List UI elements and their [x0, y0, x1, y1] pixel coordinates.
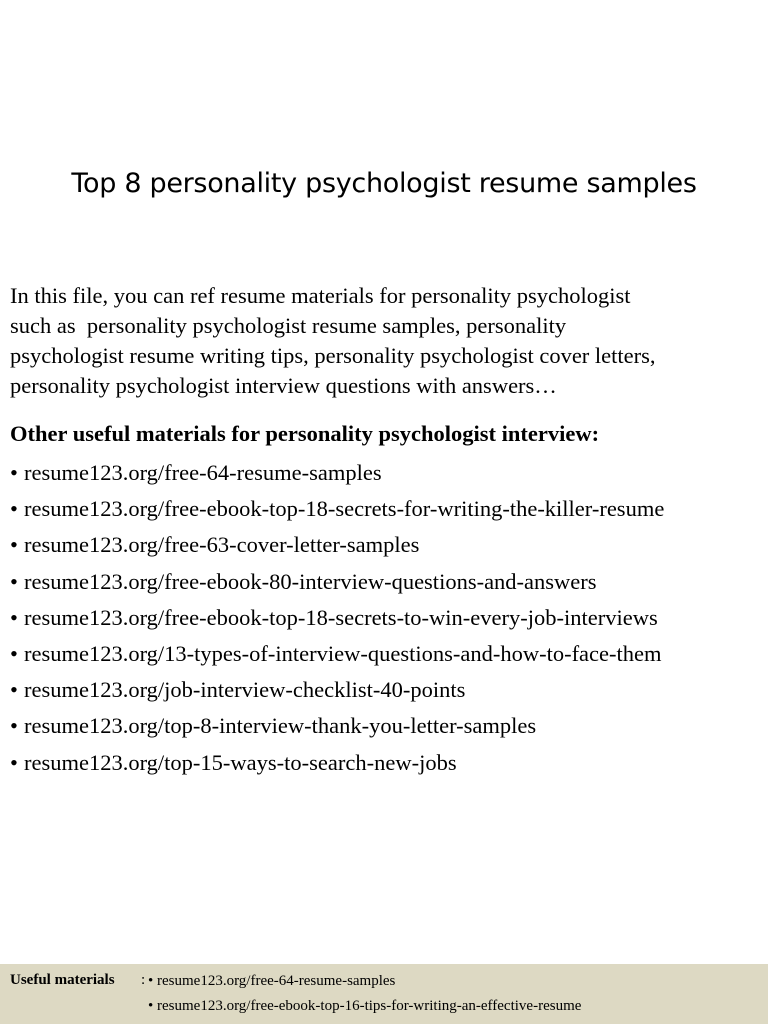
bullet-icon: •: [10, 460, 18, 485]
footer-separator: :: [141, 972, 146, 988]
list-item[interactable]: [10, 639, 664, 675]
list-item[interactable]: [10, 494, 664, 530]
footer-bar: [0, 964, 768, 1024]
materials-heading: Other useful materials for personality psychologist interview:: [10, 421, 600, 446]
footer-links: [148, 972, 581, 1022]
list-item[interactable]: [10, 675, 664, 711]
materials-list: [10, 458, 664, 784]
link-text[interactable]: resume123.org/job-interview-checklist-40-points: [24, 677, 466, 703]
bullet-icon: •: [10, 677, 18, 703]
list-item[interactable]: [10, 748, 664, 784]
list-item[interactable]: [10, 458, 664, 494]
list-item[interactable]: [10, 603, 664, 639]
link-text[interactable]: resume123.org/free-ebook-top-18-secrets-for-writing-the-killer-resume: [24, 496, 665, 522]
bullet-icon: •: [10, 496, 18, 522]
link-text[interactable]: resume123.org/top-8-interview-thank-you-letter-samples: [24, 713, 537, 739]
list-item[interactable]: [10, 711, 664, 747]
bullet-icon: •: [10, 604, 18, 630]
page-title: Top 8 personality psychologist resume samples: [71, 168, 697, 199]
bullet-icon: •: [10, 568, 18, 594]
link-text[interactable]: resume123.org/free-ebook-80-interview-questions-and-answers: [24, 568, 597, 594]
link-text[interactable]: resume123.org/free-64-resume-samples: [24, 460, 382, 485]
bullet-icon: •: [10, 749, 18, 775]
bullet-icon: •: [10, 532, 18, 558]
bullet-icon: •: [10, 713, 18, 739]
footer-link[interactable]: • resume123.org/free-64-resume-samples: [148, 973, 396, 989]
list-item[interactable]: [10, 530, 664, 566]
footer-label: Useful materials: [10, 972, 115, 988]
list-item[interactable]: [10, 567, 664, 603]
footer-link[interactable]: • resume123.org/free-ebook-top-16-tips-for-writing-an-effective-resume: [148, 998, 582, 1014]
bullet-icon: •: [10, 640, 18, 666]
intro-paragraph: In this file, you can ref resume materials for personality psychologist such as personality psychologist resume samples, personality psychologist resume writing tips, personality psychologist cover letters, personality psychologist interview questions with answers…: [10, 283, 656, 398]
link-text[interactable]: resume123.org/free-63-cover-letter-samples: [24, 532, 420, 558]
link-text[interactable]: resume123.org/free-ebook-top-18-secrets-to-win-every-job-interviews: [24, 604, 658, 630]
link-text[interactable]: resume123.org/13-types-of-interview-questions-and-how-to-face-them: [24, 640, 662, 666]
link-text[interactable]: resume123.org/top-15-ways-to-search-new-jobs: [24, 749, 457, 775]
